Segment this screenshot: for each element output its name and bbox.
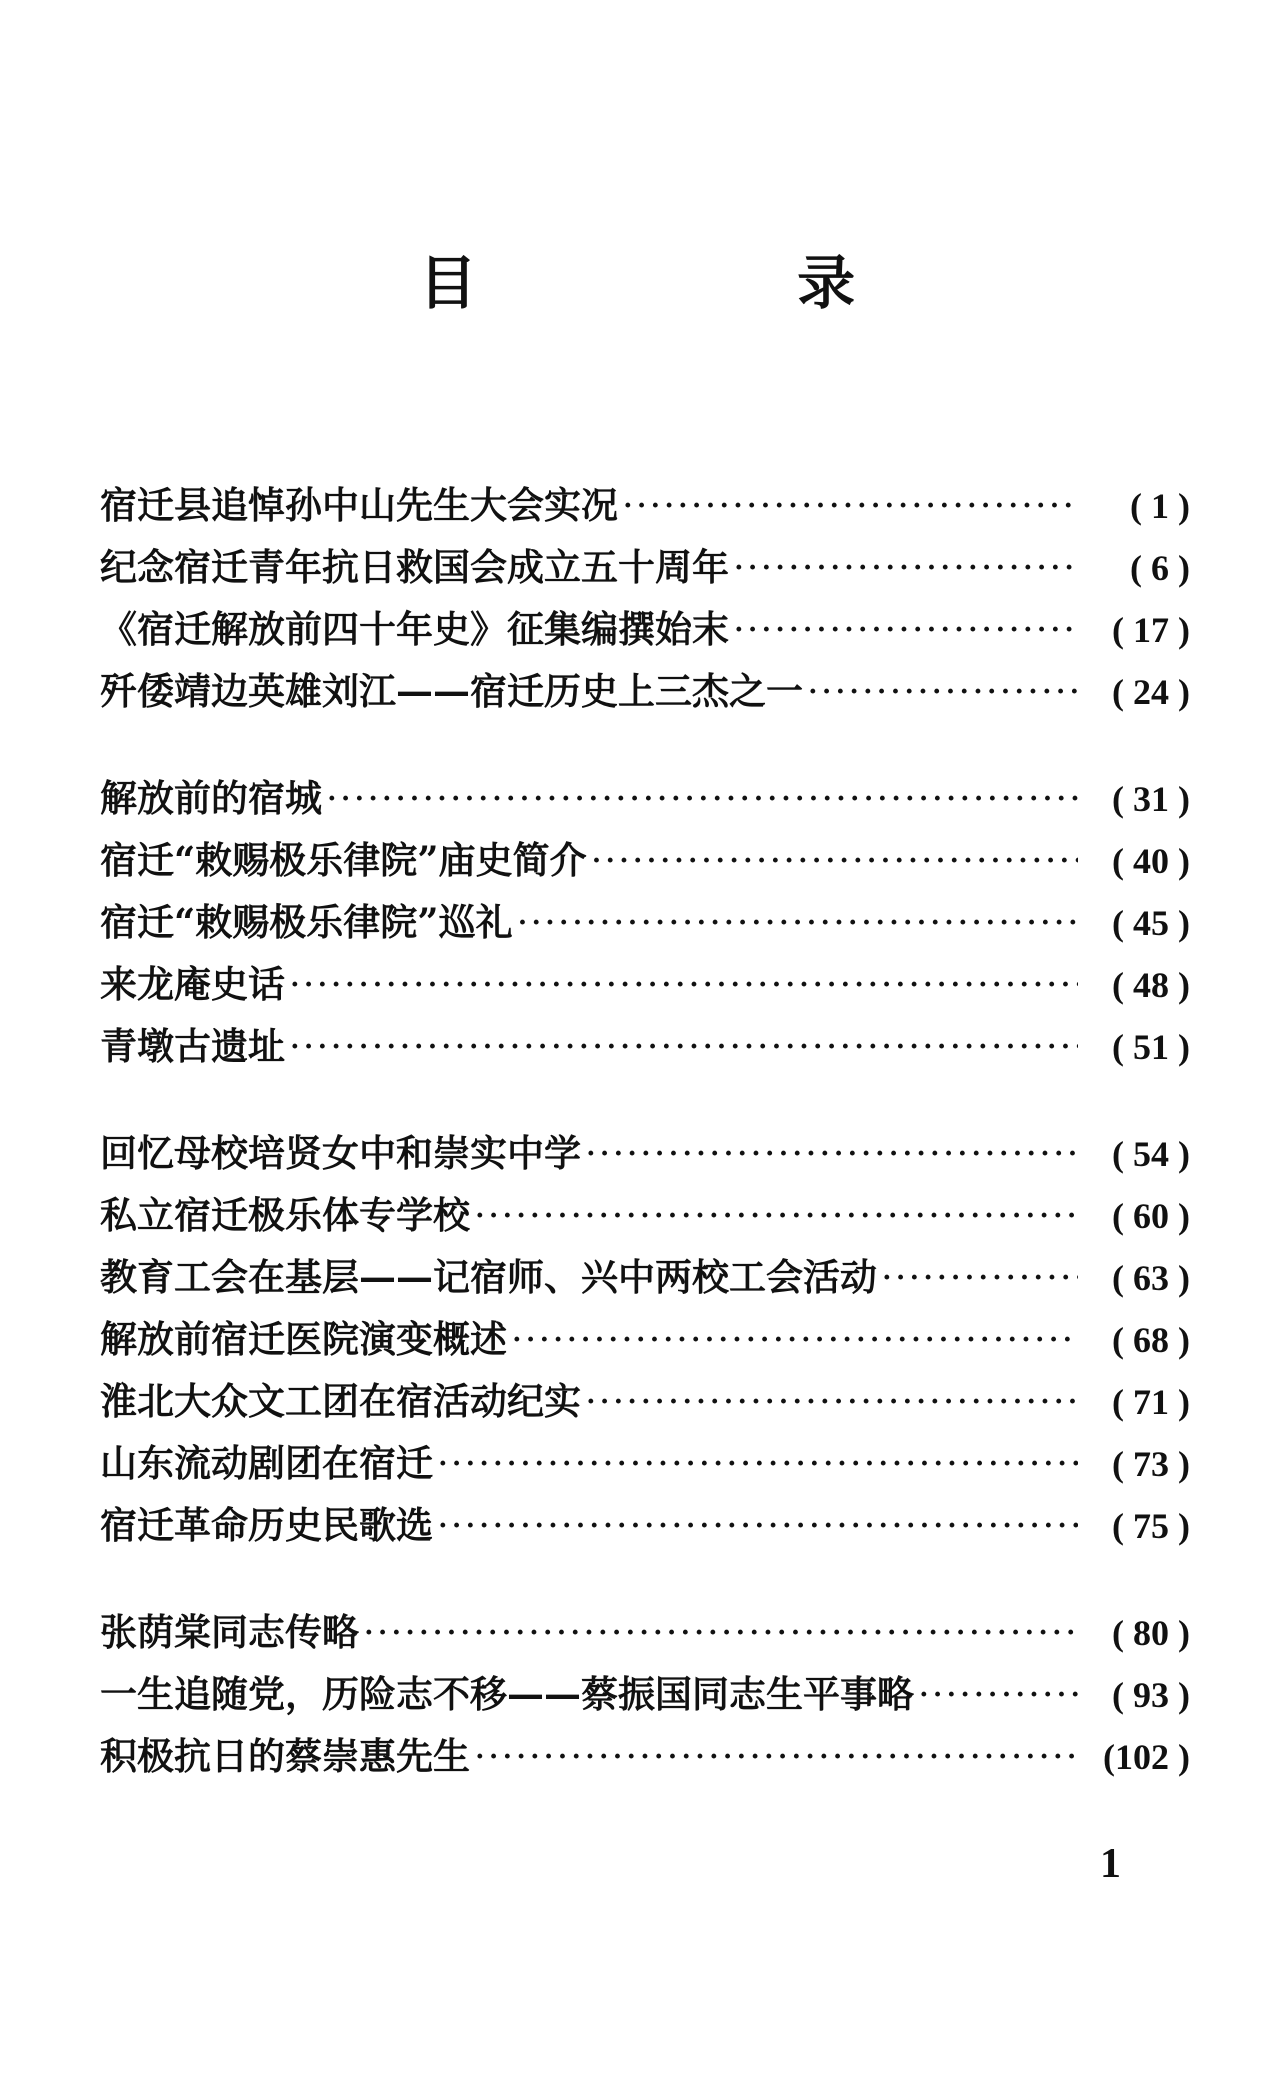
entry-title: 一生追随党，历险志不移——蔡振国同志生平事略: [100, 1672, 914, 1716]
entry-page-number: ( 31 ): [1112, 779, 1190, 819]
toc-entry: [100, 1122, 1190, 1184]
toc-entry: [100, 1370, 1190, 1432]
toc-entry: [100, 1494, 1190, 1556]
dot-leader: [807, 661, 1078, 723]
dot-leader: [289, 954, 1078, 1016]
entry-title: 纪念宿迁青年抗日救国会成立五十周年: [100, 545, 729, 589]
entry-page-number: ( 51 ): [1112, 1027, 1190, 1067]
entry-title: 宿迁“敕赐极乐律院”庙史简介: [100, 838, 587, 882]
toc-entry: [100, 1184, 1190, 1246]
dot-leader: [881, 1247, 1078, 1309]
toc-entry: [100, 1432, 1190, 1494]
entry-title: 教育工会在基层——记宿师、兴中两校工会活动: [100, 1255, 877, 1299]
toc-entry: [100, 767, 1190, 829]
page-number: 1: [1100, 1841, 1121, 1887]
entry-page-number: ( 17 ): [1112, 610, 1190, 650]
toc-entry: [100, 1663, 1190, 1725]
entry-page-number: ( 45 ): [1112, 903, 1190, 943]
entry-title: 淮北大众文工团在宿活动纪实: [100, 1379, 581, 1423]
toc-entry: [100, 829, 1190, 891]
dot-leader: [585, 1123, 1078, 1185]
entry-page-number: ( 60 ): [1112, 1196, 1190, 1236]
entry-title: 歼倭靖边英雄刘江——宿迁历史上三杰之一: [100, 669, 803, 713]
entry-page-number: ( 71 ): [1112, 1382, 1190, 1422]
table-of-contents: [100, 474, 1190, 1787]
dot-leader: [326, 768, 1078, 830]
toc-section: [100, 1601, 1190, 1787]
entry-title: 宿迁“敕赐极乐律院”巡礼: [100, 900, 513, 944]
dot-leader: [437, 1495, 1078, 1557]
toc-entry: [100, 474, 1190, 536]
entry-page-number: ( 24 ): [1112, 672, 1190, 712]
dot-leader: [511, 1309, 1078, 1371]
entry-page-number: ( 63 ): [1112, 1258, 1190, 1298]
entry-page-number: ( 80 ): [1112, 1613, 1190, 1653]
dot-leader: [733, 599, 1078, 661]
entry-title: 积极抗日的蔡崇惠先生: [100, 1734, 470, 1778]
entry-title: 回忆母校培贤女中和崇实中学: [100, 1131, 581, 1175]
toc-entry: [100, 598, 1190, 660]
dot-leader: [591, 830, 1078, 892]
toc-entry: [100, 1308, 1190, 1370]
entry-title: 解放前宿迁医院演变概述: [100, 1317, 507, 1361]
entry-title: 《宿迁解放前四十年史》征集编撰始末: [100, 607, 729, 651]
entry-page-number: ( 68 ): [1112, 1320, 1190, 1360]
entry-title: 解放前的宿城: [100, 776, 322, 820]
toc-entry: [100, 1725, 1190, 1787]
toc-entry: [100, 1015, 1190, 1077]
entry-page-number: ( 40 ): [1112, 841, 1190, 881]
page-title: 目 录: [418, 249, 1006, 317]
entry-title: 青墩古遗址: [100, 1024, 285, 1068]
toc-entry: [100, 536, 1190, 598]
dot-leader: [437, 1433, 1078, 1495]
toc-section: [100, 1122, 1190, 1556]
dot-leader: [733, 537, 1078, 599]
entry-page-number: ( 1 ): [1130, 486, 1190, 526]
toc-entry: [100, 953, 1190, 1015]
toc-entry: [100, 891, 1190, 953]
entry-page-number: (102 ): [1103, 1737, 1190, 1777]
entry-title: 宿迁革命历史民歌选: [100, 1503, 433, 1547]
toc-entry: [100, 1246, 1190, 1308]
toc-section: [100, 767, 1190, 1077]
dot-leader: [585, 1371, 1078, 1433]
entry-page-number: ( 75 ): [1112, 1506, 1190, 1546]
entry-page-number: ( 6 ): [1130, 548, 1190, 588]
dot-leader: [289, 1016, 1078, 1078]
entry-title: 来龙庵史话: [100, 962, 285, 1006]
dot-leader: [517, 892, 1078, 954]
dot-leader: [474, 1185, 1078, 1247]
entry-title: 宿迁县追悼孙中山先生大会实况: [100, 483, 618, 527]
toc-section: [100, 474, 1190, 722]
toc-entry: [100, 1601, 1190, 1663]
dot-leader: [363, 1602, 1078, 1664]
entry-page-number: ( 54 ): [1112, 1134, 1190, 1174]
entry-title: 山东流动剧团在宿迁: [100, 1441, 433, 1485]
entry-page-number: ( 73 ): [1112, 1444, 1190, 1484]
entry-page-number: ( 48 ): [1112, 965, 1190, 1005]
dot-leader: [474, 1726, 1078, 1788]
entry-title: 张荫棠同志传略: [100, 1610, 359, 1654]
entry-title: 私立宿迁极乐体专学校: [100, 1193, 470, 1237]
dot-leader: [622, 475, 1078, 537]
dot-leader: [918, 1664, 1078, 1726]
toc-entry: [100, 660, 1190, 722]
entry-page-number: ( 93 ): [1112, 1675, 1190, 1715]
